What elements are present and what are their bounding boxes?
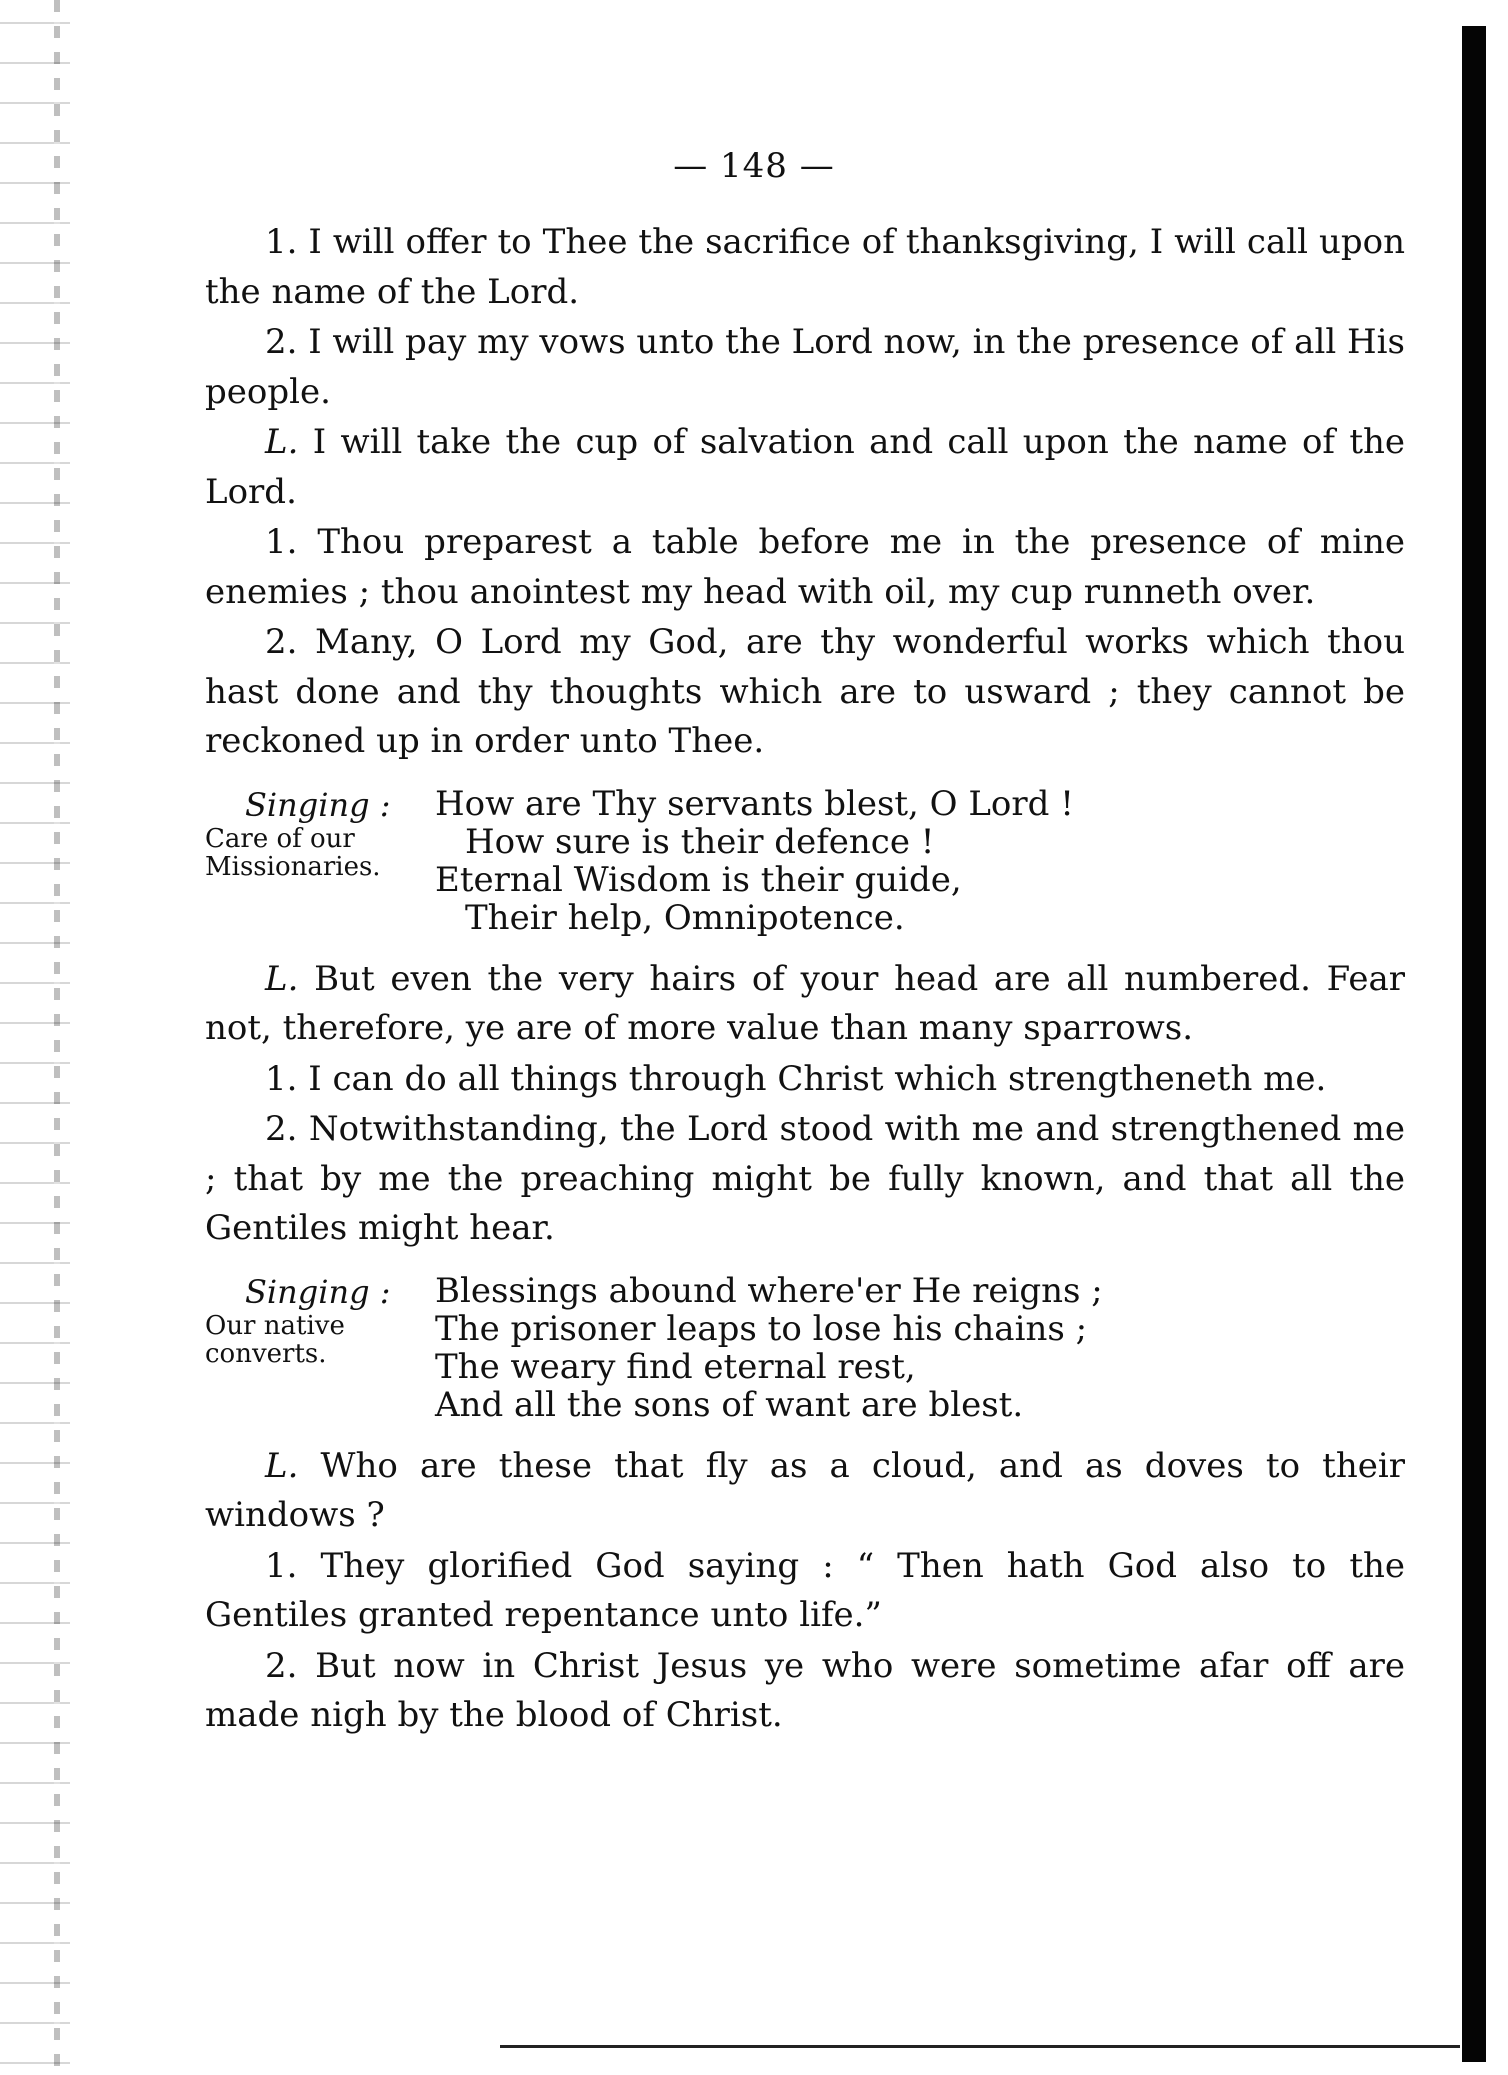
- paragraph-10: 1. They glorified God saying : “ Then hath God also to the Gentiles granted repentance unto life.”: [205, 1545, 1405, 1635]
- verse-line: How sure is their defence !: [465, 821, 935, 862]
- paragraph-8: 2. Notwithstanding, the Lord stood with me and strengthened me ; that by me the preaching might be fully known, and that all the Gentiles might hear.: [205, 1109, 1405, 1248]
- verse-line: Blessings abound where'er He reigns ;: [435, 1270, 1103, 1311]
- leader-mark: L.: [265, 1445, 299, 1486]
- scan-right-border: [1462, 26, 1486, 2062]
- paragraph-2: 2. I will pay my vows unto the Lord now, in the presence of all His people.: [205, 322, 1405, 412]
- paragraph-7: 1. I can do all things through Christ which strengtheneth me.: [265, 1058, 1327, 1099]
- paragraph-3-text: I will take the cup of salvation and call upon the name of the Lord.: [205, 422, 1406, 512]
- singing-block-2-margin: [205, 1272, 435, 1424]
- singing-block-1-margin: [205, 785, 435, 937]
- singing-block-1: [205, 785, 1405, 937]
- leader-mark: L.: [265, 422, 299, 462]
- paragraph-1: 1. I will offer to Thee the sacrifice of thanksgiving, I will call upon the name of the Lord.: [205, 222, 1405, 312]
- paragraph-9-text: Who are these that fly as a cloud, and as doves to their windows ?: [205, 1445, 1405, 1535]
- paragraph-3: [205, 418, 1405, 517]
- verse-line: The prisoner leaps to lose his chains ;: [435, 1308, 1088, 1349]
- singing-label: Singing :: [245, 1272, 391, 1311]
- paragraph-6-text: But even the very hairs of your head are all numbered. Fear not, therefore, ye are of more value than many sparrows.: [205, 958, 1405, 1048]
- singing-label: Singing :: [245, 785, 391, 824]
- scan-binding-strip: [54, 0, 60, 2075]
- singing-block-2: [205, 1272, 1405, 1424]
- page-body: [205, 218, 1405, 1742]
- page-number: — 148 —: [673, 146, 835, 186]
- hymn-verse: [435, 785, 1405, 937]
- paragraph-5: 2. Many, O Lord my God, are thy wonderful works which thou hast done and thy thoughts which are to usward ; they cannot be reckoned up in order unto Thee.: [205, 622, 1405, 761]
- margin-note: Our native converts.: [205, 1310, 345, 1369]
- verse-line: The weary find eternal rest,: [435, 1346, 916, 1387]
- verse-line: Eternal Wisdom is their guide,: [435, 859, 962, 900]
- paragraph-6: [205, 955, 1405, 1054]
- paragraph-4: 1. Thou preparest a table before me in the presence of mine enemies ; thou anointest my head with oil, my cup runneth over.: [205, 522, 1405, 612]
- verse-line: And all the sons of want are blest.: [435, 1384, 1024, 1425]
- scan-bottom-rule: [500, 2045, 1460, 2048]
- paragraph-9: [205, 1442, 1405, 1541]
- leader-mark: L.: [265, 958, 299, 999]
- margin-note: Care of our Missionaries.: [205, 823, 381, 882]
- verse-line: Their help, Omnipotence.: [465, 897, 905, 938]
- verse-line: How are Thy servants blest, O Lord !: [435, 783, 1074, 824]
- paragraph-11: 2. But now in Christ Jesus ye who were sometime afar off are made nigh by the blood of Christ.: [205, 1645, 1405, 1735]
- hymn-verse: [435, 1272, 1405, 1424]
